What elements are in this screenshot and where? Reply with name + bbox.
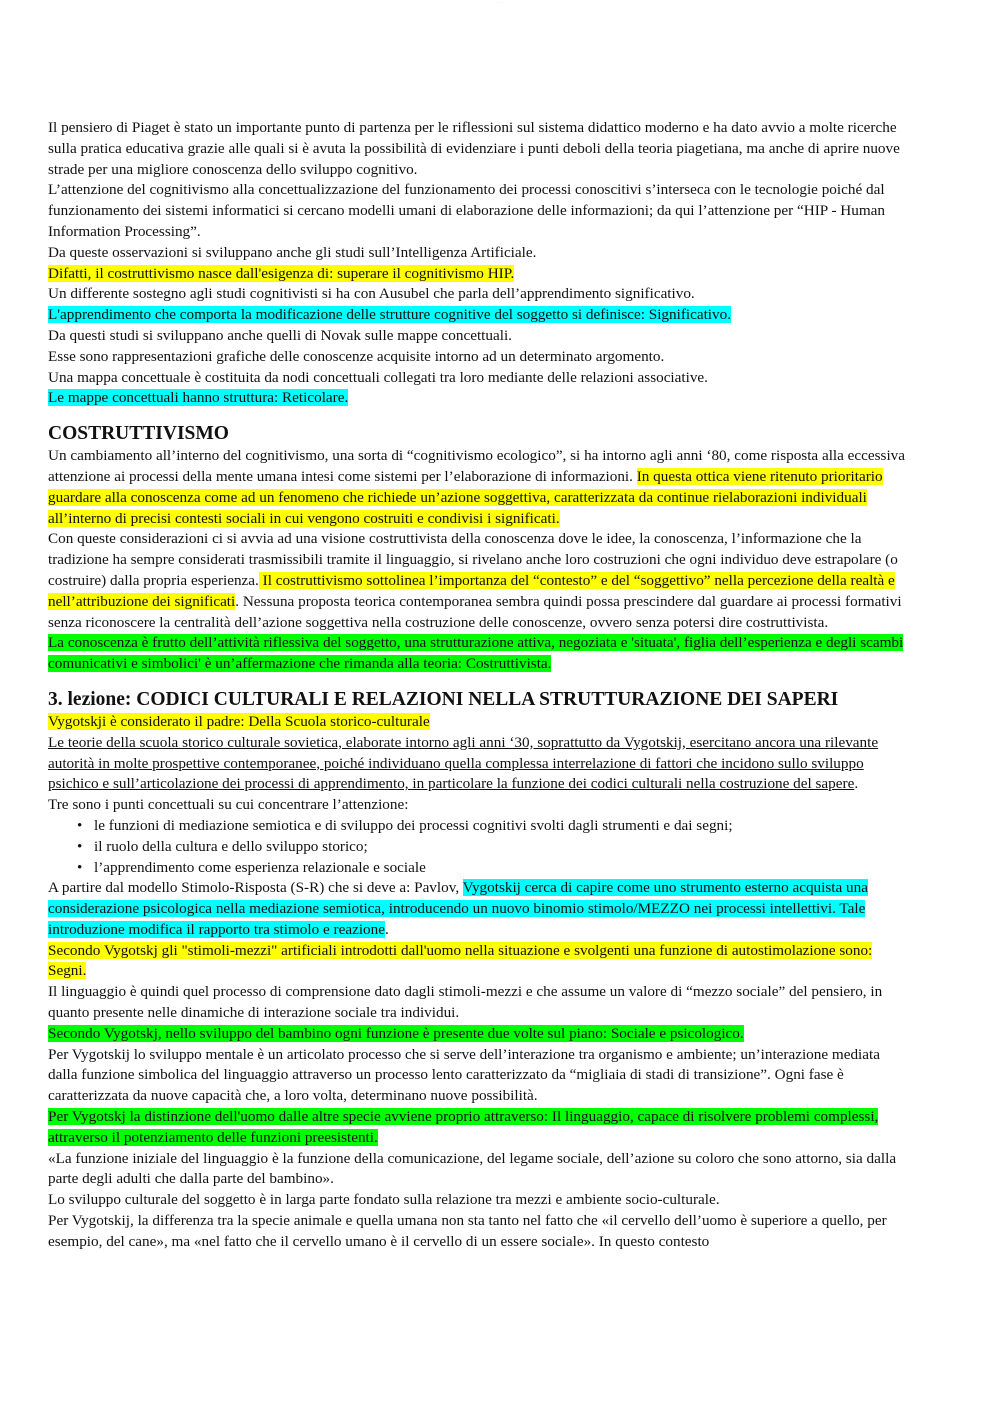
paragraph: Una mappa concettuale è costituita da nodi concettuali collegati tra loro mediante delle relazioni associative. bbox=[48, 368, 708, 386]
intro-section bbox=[48, 118, 908, 409]
paragraph bbox=[48, 529, 908, 633]
paragraph: Il linguaggio è quindi quel processo di comprensione dato dagli stimoli-mezzi e che assume un valore di “mezzo sociale” del pensiero, in quanto presente nelle dinamiche di interazione sociale tra individui. bbox=[48, 983, 883, 1022]
text-run: . bbox=[854, 775, 859, 793]
text-run: Con queste considerazioni ci si avvia ad una visione costruttivista della conoscenza dove le idee, la conoscenza, l’informazione che la tradizione ha sempre considerati trasmissibili tramite il linguaggio, si rivelano anche loro costruzioni che ogni individuo deve estrapolare (o costruire) dalla propria esperienza. bbox=[48, 530, 898, 589]
list-item: • il ruolo della cultura e dello sviluppo storico; bbox=[94, 837, 908, 858]
highlighted-answer bbox=[48, 941, 908, 983]
section-heading: 3. lezione: CODICI CULTURALI E RELAZIONI NELLA STRUTTURAZIONE DEI SAPERI bbox=[48, 688, 839, 710]
highlight-yellow: Secondo Vygotskj gli "stimoli-mezzi" artificiali introdotti dall'uomo nella situazione e svolgenti una funzione di autostimolazione sono: Segni. bbox=[48, 941, 873, 980]
paragraph bbox=[48, 446, 908, 529]
text-run: . bbox=[384, 920, 389, 938]
paragraph: Per Vygotskij, la differenza tra la specie animale e quella umana non sta tanto nel fatto che «il cervello dell’uomo è superiore a quello, per esempio, del cane», ma «nel fatto che il cervello umano è il cervello di un essere sociale». In questo contesto bbox=[48, 1212, 887, 1250]
highlight-yellow: Il costruttivismo sottolinea l’importanza del “contesto” e del “soggettivo” nella percezione della realtà e nell’attribuzione dei significati bbox=[48, 571, 895, 610]
text-run: A partire dal modello Stimolo-Risposta (S-R) che si deve a: Pavlov, bbox=[48, 879, 463, 897]
highlighted-answer bbox=[48, 1107, 908, 1149]
highlight-green: Per Vygotskj la distinzione dell'uomo dalle altre specie avviene proprio attraverso: Il linguaggio, capace di risolvere problemi complessi, attraverso il potenziamento delle funzioni preesistenti. bbox=[48, 1108, 879, 1146]
list-item: • l’apprendimento come esperienza relazionale e sociale bbox=[94, 858, 908, 879]
paragraph: «La funzione iniziale del linguaggio è la funzione della comunicazione, del legame sociale, dell’azione su coloro che sono attorno, sia dalla parte degli adulti che dalla parte del bambino». bbox=[48, 1149, 897, 1188]
highlighted-answer bbox=[48, 264, 908, 285]
paragraph: L’attenzione del cognitivismo alla concettualizzazione del funzionamento dei processi conoscitivi s’interseca con le tecnologie poiché dal funzionamento dei sistemi informatici si cercano modelli umani di elaborazione delle informazioni; da qui l’attenzione per “HIP - Human Information Processing”. bbox=[48, 181, 886, 240]
paragraph bbox=[48, 733, 908, 795]
highlighted-answer bbox=[48, 388, 908, 409]
paragraph bbox=[48, 878, 908, 940]
highlight-green: Secondo Vygotskj, nello sviluppo del bambino ogni funzione è presente due volte sul piano: Sociale e psicologico. bbox=[48, 1024, 744, 1042]
list-item: • le funzioni di mediazione semiotica e di sviluppo dei processi cognitivi svolti dagli strumenti e dai segni; bbox=[94, 816, 908, 837]
text-run: Un cambiamento all’interno del cognitivismo, una sorta di “cognitivismo ecologico”, si ha intorno agli anni ‘80, come risposta alla eccessiva attenzione ai processi della mente umana intesi come sistemi per l’elaborazione di informazioni. bbox=[48, 447, 906, 485]
highlight-cyan: Le mappe concettuali hanno struttura: Reticolare. bbox=[48, 389, 349, 407]
highlighted-answer bbox=[48, 712, 908, 733]
highlight-yellow: In questa ottica viene ritenuto prioritario guardare alla conoscenza come ad un fenomeno che richiede un’azione soggettiva, caratterizzata da continue rielaborazioni individuali all’interno di precisi contesti sociali in cui vengono costruiti e condivisi i significati. bbox=[48, 467, 883, 527]
underlined-text: Le teorie della scuola storico culturale sovietica, elaborate intorno agli anni ‘30, soprattutto da Vygotskij, esercitano ancora una rilevante autorità in molte prospettive contemporanee, poiché individuano quella complessa interrelazione di fattori che incidono sullo sviluppo psichico e sull’articolazione dei processi di apprendimento, in particolare la funzione dei codici culturali nella costruzione del sapere bbox=[48, 733, 879, 793]
paragraph: Lo sviluppo culturale del soggetto è in larga parte fondato sulla relazione tra mezzi e ambiente socio-culturale. bbox=[48, 1191, 720, 1209]
bullet-list bbox=[48, 816, 908, 878]
highlighted-answer bbox=[48, 633, 908, 675]
highlight-cyan: L'apprendimento che comporta la modificazione delle strutture cognitive del soggetto si definisce: Significativo. bbox=[48, 306, 732, 324]
document-page bbox=[48, 118, 908, 1253]
paragraph: Un differente sostegno agli studi cognitivisti si ha con Ausubel che parla dell’apprendimento significativo. bbox=[48, 285, 695, 303]
highlight-yellow: Difatti, il costruttivismo nasce dall'esigenza di: superare il cognitivismo HIP. bbox=[48, 264, 515, 282]
costruttivismo-section bbox=[48, 422, 908, 675]
lezione-3-section bbox=[48, 688, 908, 1253]
paragraph: Da questi studi si sviluppano anche quelli di Novak sulle mappe concettuali. bbox=[48, 326, 512, 344]
highlight-green: La conoscenza è frutto dell’attività riflessiva del soggetto, una strutturazione attiva, negoziata e 'situata', figlia dell’esperienza e degli scambi comunicativi e simbolici' è un’affermazione che rimanda alla teoria: Costruttivista. bbox=[48, 634, 904, 673]
paragraph: Da queste osservazioni si sviluppano anche gli studi sull’Intelligenza Artificiale. bbox=[48, 243, 537, 261]
highlight-yellow: Vygotskji è considerato il padre: Della Scuola storico-culturale bbox=[48, 712, 430, 730]
highlighted-answer bbox=[48, 1024, 908, 1045]
text-run: . Nessuna proposta teorica contemporanea sembra quindi possa prescindere dal guardare ai processi formativi senza riconoscere la centralità dell’azione soggettiva nella costruzione delle conoscenze, ovvero senza potersi dire costruttivista. bbox=[48, 592, 902, 631]
paragraph: Il pensiero di Piaget è stato un importante punto di partenza per le riflessioni sul sistema didattico moderno e ha dato avvio a molte ricerche sulla pratica educativa grazie alle quali si è avuta la possibilità di evidenziare i punti deboli della teoria piagetiana, ma anche di aprire nuove strade per una migliore conoscenza dello sviluppo cognitivo. bbox=[48, 119, 900, 178]
highlighted-answer bbox=[48, 305, 908, 326]
section-heading: COSTRUTTIVISMO bbox=[48, 423, 229, 445]
paragraph: Tre sono i punti concettuali su cui concentrare l’attenzione: bbox=[48, 796, 409, 814]
highlight-cyan: Vygotskij cerca di capire come uno strumento esterno acquista una considerazione psicologica nella mediazione semiotica, introducendo un nuovo binomio stimolo/MEZZO nei processi intellettivi. Tale introduzione modifica il rapporto tra stimolo e reazione bbox=[48, 879, 868, 938]
paragraph: Per Vygotskij lo sviluppo mentale è un articolato processo che si serve dell’interazione tra organismo e ambiente; un’interazione mediata dalla funzione simbolica del linguaggio attraverso un processo lento caratterizzato da “migliaia di stadi di transizione”. Ogni fase è caratterizzata da nuove capacità che, a loro volta, determinano nuove possibilità. bbox=[48, 1045, 880, 1105]
paragraph: Esse sono rappresentazioni grafiche delle conoscenze acquisite intorno ad un determinato argomento. bbox=[48, 347, 665, 365]
page-header-mark: · · · · · bbox=[495, 0, 505, 4]
